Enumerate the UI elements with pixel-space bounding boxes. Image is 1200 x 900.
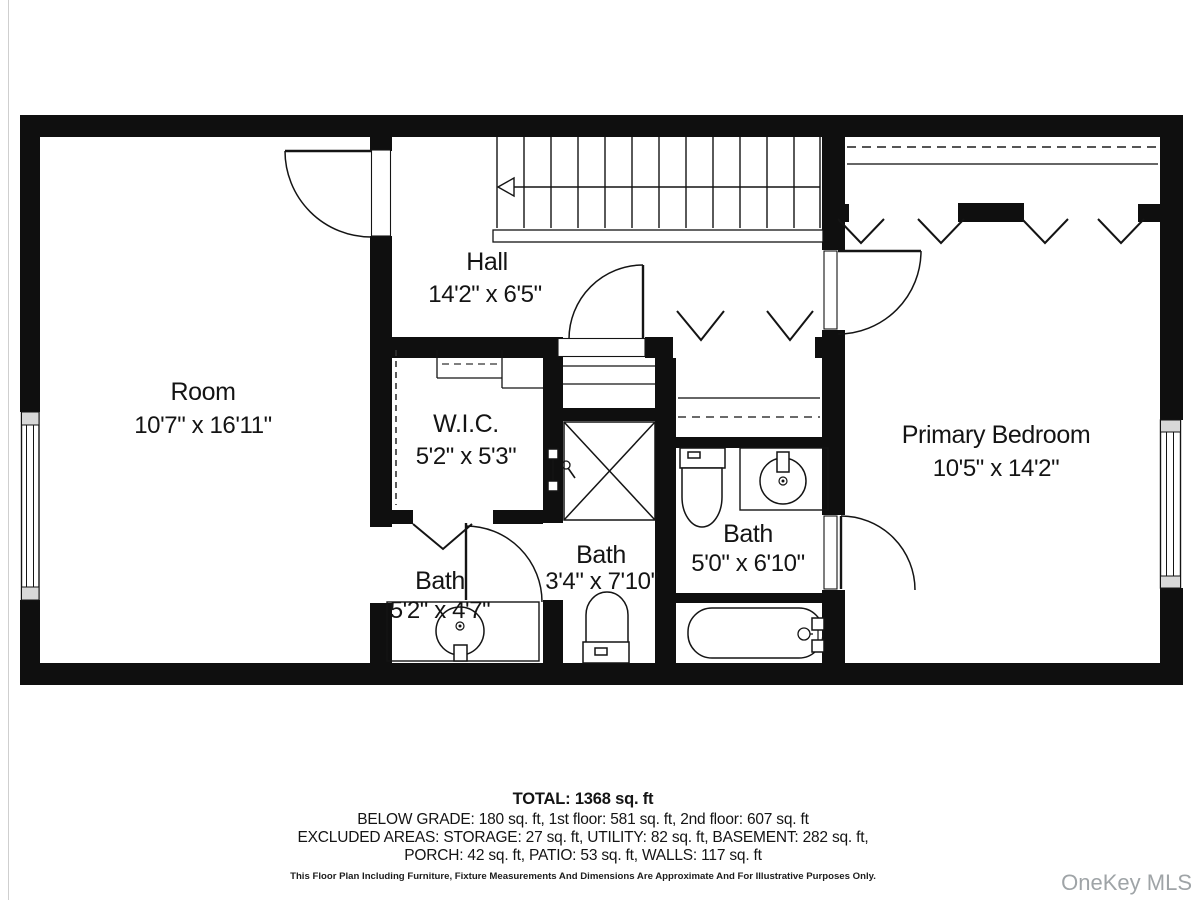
summary-line3: PORCH: 42 sq. ft, PATIO: 53 sq. ft, WALLS: 117 sq. ft — [404, 847, 762, 864]
bedroom-closet-shelf — [847, 147, 1158, 164]
window-right — [1161, 420, 1181, 588]
hall-label: Hall — [466, 248, 508, 276]
toilet-icon-primary-bath — [680, 448, 725, 527]
hall-closet-shelf — [678, 398, 820, 417]
shower-icon — [548, 422, 655, 520]
primary-bath-door — [841, 516, 915, 590]
room-label: Room — [170, 378, 236, 406]
primary-bedroom-label: Primary Bedroom — [901, 421, 1091, 449]
wic-label: W.I.C. — [433, 410, 499, 438]
summary-disclaimer: This Floor Plan Including Furniture, Fixture Measurements And Dimensions Are Approximate And For Illustrative Purposes Only. — [290, 871, 876, 882]
window-left — [22, 412, 40, 600]
primary-bedroom-door — [838, 251, 921, 334]
area-summary — [290, 790, 876, 882]
bath-primary-label: Bath — [723, 520, 773, 548]
room-door — [285, 151, 371, 237]
summary-total: TOTAL: 1368 sq. ft — [512, 790, 654, 808]
sink-icon-primary-bath — [740, 448, 828, 510]
watermark: OneKey MLS — [1061, 870, 1192, 895]
primary-bedroom-dims: 10'5" x 14'2" — [932, 455, 1060, 482]
summary-line2: EXCLUDED AREAS: STORAGE: 27 sq. ft, UTILITY: 82 sq. ft, BASEMENT: 282 sq. ft, — [297, 829, 869, 846]
bath-primary-dims: 5'0" x 6'10" — [691, 550, 805, 577]
summary-line1: BELOW GRADE: 180 sq. ft, 1st floor: 581 sq. ft, 2nd floor: 607 sq. ft — [357, 811, 809, 828]
interior-walls — [370, 115, 1162, 665]
stair-rail — [493, 230, 823, 242]
bath-sw-label: Bath — [415, 567, 465, 595]
storage-shelves — [563, 366, 655, 384]
hall-dims: 14'2" x 6'5" — [428, 281, 542, 308]
room-labels — [134, 248, 1090, 624]
bath-sw-dims: 5'2" x 4'7" — [389, 597, 491, 624]
hall-door — [569, 265, 643, 339]
toilet-icon-middle-bath — [583, 592, 629, 663]
wic-dims: 5'2" x 5'3" — [415, 443, 517, 470]
room-dims: 10'7" x 16'11" — [134, 412, 272, 439]
bath-sw-door — [466, 523, 542, 602]
bath-mid-label: Bath — [576, 541, 626, 569]
bath-mid-dims: 3'4" x 7'10" — [545, 568, 659, 595]
bathtub-icon — [688, 608, 824, 658]
stairs — [493, 137, 823, 242]
